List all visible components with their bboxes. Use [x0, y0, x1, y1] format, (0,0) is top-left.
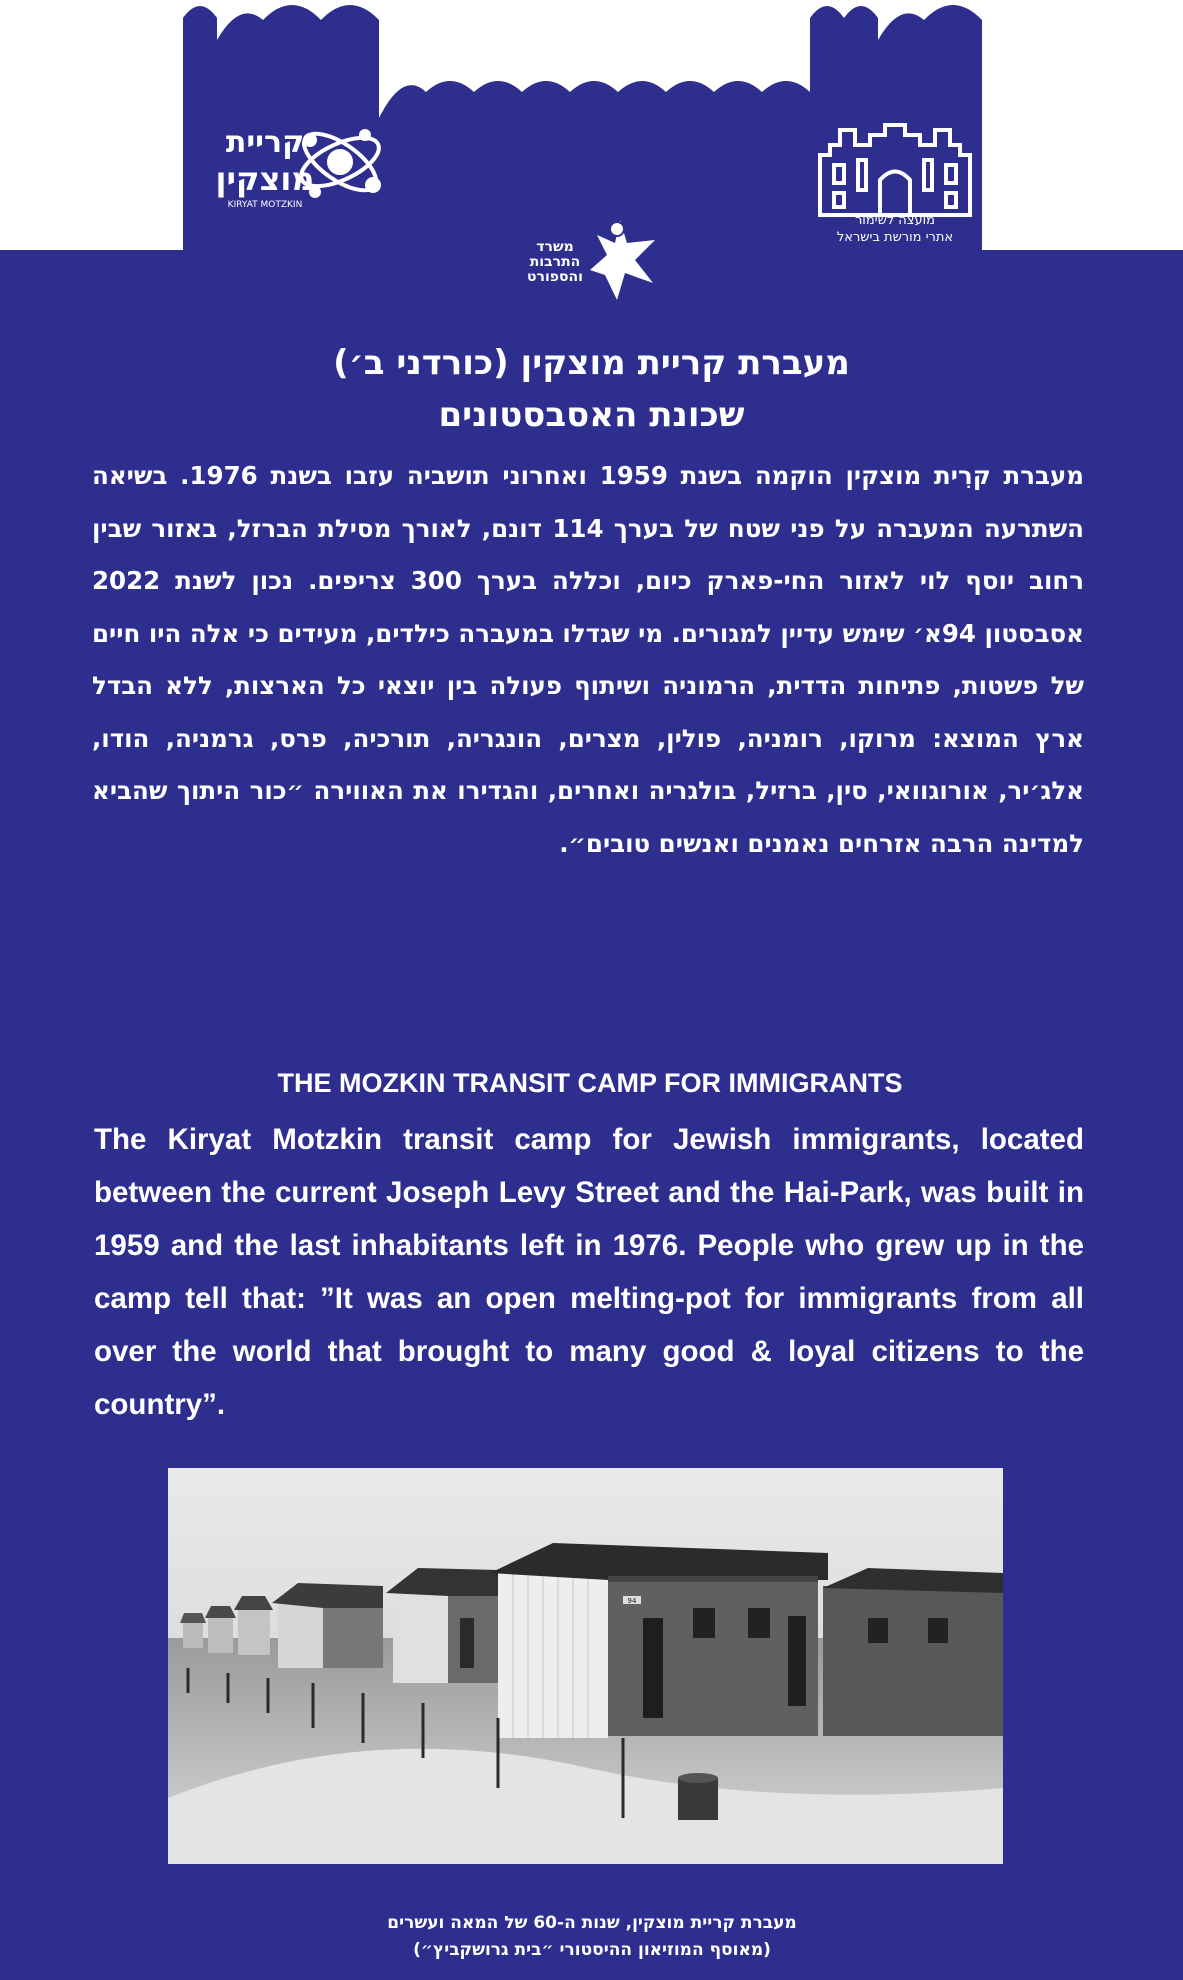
ministry-text-line-1: משרד [536, 239, 574, 255]
council-text-line-2: אתרי מורשת בישראל [836, 230, 954, 245]
motzkin-logo-text-2: מוצקין [215, 160, 315, 198]
motzkin-logo-text-1: קריית [225, 125, 305, 160]
barrack-right [823, 1568, 1003, 1736]
council-text-line-1: מועצה לשימור [854, 213, 936, 228]
hebrew-body-text: מעברת קרִית מוצקין הוקמה בשנת 1959 ואחרוני תושביה עזבו בשנת 1976. בשיאה השתרעה המעברה על פני שטח של בערך 114 דונם, לאורך מסילת הברזל, באזור שבין רחוב יוסף לוי לאזור החי-פארק כיום, וכללה בערך 300 צריפים. נכון לשנת 2022 אסבסטון 94א׳ שימש עדיין למגורים. מי שגדלו במעברה כילדים, מעידים כי אלה היו חיים של פשטות, פתיחות הדדית, הרמוניה ושיתוף פעולה בין יוצאי כל הארצות, ללא הבדל ארץ המוצא: מרוקו, רומניה, פולין, מצרים, הונגריה, תורכיה, פרס, גרמניה, הודו, אלג׳יר, אורוגוואי, סין, ברזיל, בולגריה ואחרים, והגדירו את האווירה ״כור היתוך שהביא למדינה הרבה אזרחים נאמנים ואנשים טובים״. [92, 461, 1085, 858]
photo-caption-line-1: מעברת קריית מוצקין, שנות ה-60 של המאה ועשרים [387, 1913, 797, 1933]
kiryat-motzkin-logo [205, 110, 395, 220]
transit-camp-barracks-photo [168, 1468, 1003, 1864]
barrack-main [490, 1543, 828, 1738]
ministry-text-line-3: והספורט [527, 269, 583, 285]
english-title: THE MOZKIN TRANSIT CAMP FOR IMMIGRANTS [277, 1068, 903, 1098]
photo-caption [200, 1910, 984, 1964]
english-body-text: The Kiryat Motzkin transit camp for Jewish immigrants, located between the current Joseph Levy Street and the Hai-Park, was built in 1959 and the last inhabitants left in 1976. People who grew up in the camp tell that: ”It was an open melting-pot for immigrants from all over the world that brought to many good & loyal citizens to the country”. [94, 1123, 1084, 1421]
photo-barrel [678, 1778, 718, 1820]
barrack-middle [272, 1583, 383, 1668]
photo-barrel-top [678, 1773, 718, 1783]
ministry-text-line-2: התרבות [529, 254, 581, 270]
motzkin-logo-text-en: KIRYAT MOTZKIN [227, 200, 303, 210]
page-subtitle: שכונת האסבסטונים [438, 395, 745, 435]
photo-caption-line-2: (מאוסף המוזיאון ההיסטורי ״בית גרושקביץ״) [413, 1940, 771, 1960]
barrack-number-plate: 94 [627, 1597, 637, 1605]
council-logo-text [790, 212, 1000, 246]
historic-building-icon [820, 125, 970, 215]
ministry-logo-text [510, 240, 600, 285]
page-title: מעברת קריית מוצקין (כורדני ב׳) [333, 343, 850, 383]
